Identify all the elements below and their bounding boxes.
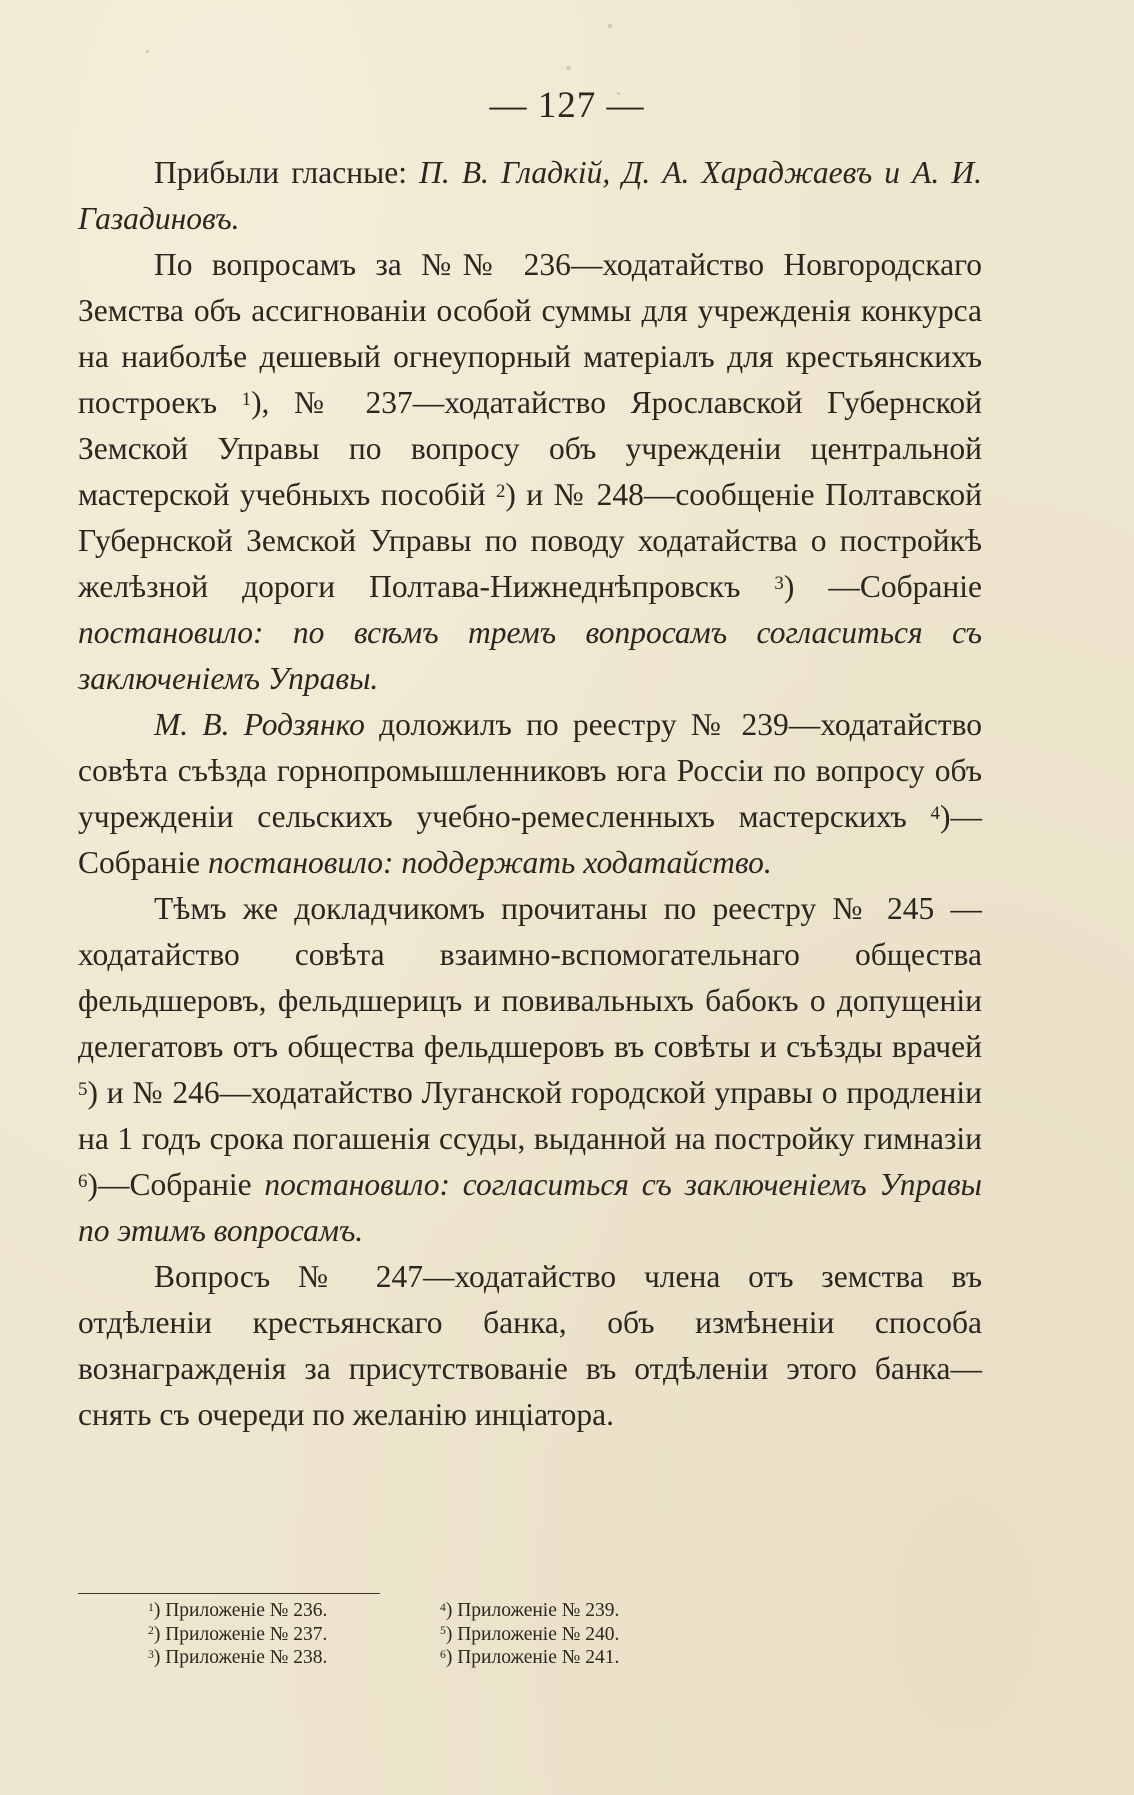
footnote-mark: 5 [440,1624,446,1638]
footnote-mark: 4 [440,1600,446,1614]
footnote-divider [78,1593,380,1594]
italic-run: М. В. Родзянко [154,707,365,742]
italic-run: постановило: поддержать ходатайство. [207,845,772,880]
paragraph [78,702,982,886]
footnote [440,1646,732,1670]
paper-speck [608,24,612,28]
italic-run: постановило: согласиться съ заключеніемъ Управы по этимъ вопросамъ. [78,1167,982,1248]
footnote-mark: 2 [148,1624,154,1638]
footnote-row [148,1646,788,1670]
text-run: Вопросъ № 247—ходатайство члена отъ земства въ отдѣленіи крестьянскаго банка, объ измѣненіи способа вознагражденія за присутствованіе въ отдѣленіи этого банка—снять съ очереди по желанію инціатора. [78,1259,982,1432]
text-run: Прибыли гласные: [154,155,420,190]
text-run: ), № 237—ходатайство Ярославской Губернской Земской Управы по вопросу объ учрежденіи центральной мастерской учебныхъ пособій [78,385,982,512]
italic-run: постановило: по всѣмъ тремъ вопросамъ согласиться съ заключеніемъ Управы. [78,615,982,696]
footnote-text: ) Приложеніе № 239. [445,1600,620,1621]
paragraph [78,1254,982,1438]
footnote-reference: 1 [241,388,252,410]
footnote-text: ) Приложеніе № 241. [445,1647,620,1668]
footnote-text: ) Приложеніе № 237. [153,1623,328,1645]
footnote-text: ) Приложеніе № 236. [153,1600,328,1621]
footnote-reference: 5 [78,1078,88,1100]
footnote-row [148,1599,788,1623]
footnote-reference: 6 [78,1170,88,1192]
paragraph [78,242,982,702]
paragraph [78,150,982,242]
text-run: По вопросамъ за №№ 236—ходатайство Новгородскаго Земства объ ассигнованіи особой суммы для учрежденія конкурса на наиболѣе дешевый огнеупорный матеріалъ для крестьянскихъ построекъ [78,247,982,420]
footnote-reference: 3 [774,572,784,594]
footnote-reference: 4 [930,802,940,824]
footnote-text: ) Приложеніе № 240. [445,1623,620,1645]
paper-speck [566,66,571,70]
text-run: Тѣмъ же докладчикомъ прочитаны по реестру № 245 —ходатайство совѣта взаимно-вспомогательнаго общества фельдшеровъ, фельдшерицъ и повивальныхъ бабокъ о допущеніи делегатовъ отъ общества фельдшеровъ въ совѣты и съѣзды врачей [78,891,982,1064]
footnote-reference: 2 [495,480,506,502]
footnote-mark: 3 [148,1647,154,1661]
footnote [148,1646,440,1670]
text-run: )—Собраніе [78,799,982,880]
page-number: — 127 — [489,85,645,126]
paragraph [78,886,982,1254]
footnote [148,1599,440,1623]
footnote-row [148,1623,788,1647]
footnote [440,1599,732,1623]
footnotes [148,1599,788,1670]
footnote [440,1623,732,1647]
paper-speck [146,50,149,53]
text-run: ) и № 246—ходатайство Луганской городской управы о продленіи на 1 годъ срока погашенія ссуды, выданной на постройку гимназіи [78,1075,982,1156]
text-run: )—Собраніе [87,1167,265,1202]
footnote [148,1623,440,1647]
text-run: ) —Собраніе [783,569,982,604]
text-run: ) и № 248—сообщеніе Полтавской Губернской Земской Управы по поводу ходатайства о постройкѣ желѣзной дороги Полтава-Нижнеднѣпровскъ [78,477,982,604]
footnote-mark: 6 [440,1647,446,1661]
text-run: доложилъ по реестру № 239—ходатайство совѣта съѣзда горнопромышленниковъ юга Россіи по вопросу объ учрежденіи сельскихъ учебно-ремесленныхъ мастерскихъ [78,707,982,834]
italic-run: П. В. Гладкій, Д. А. Хараджаевъ и А. И. Газадиновъ. [78,155,982,236]
footnote-text: ) Приложеніе № 238. [153,1647,328,1668]
body-text [78,150,982,1438]
footnote-mark: 1 [148,1600,154,1614]
